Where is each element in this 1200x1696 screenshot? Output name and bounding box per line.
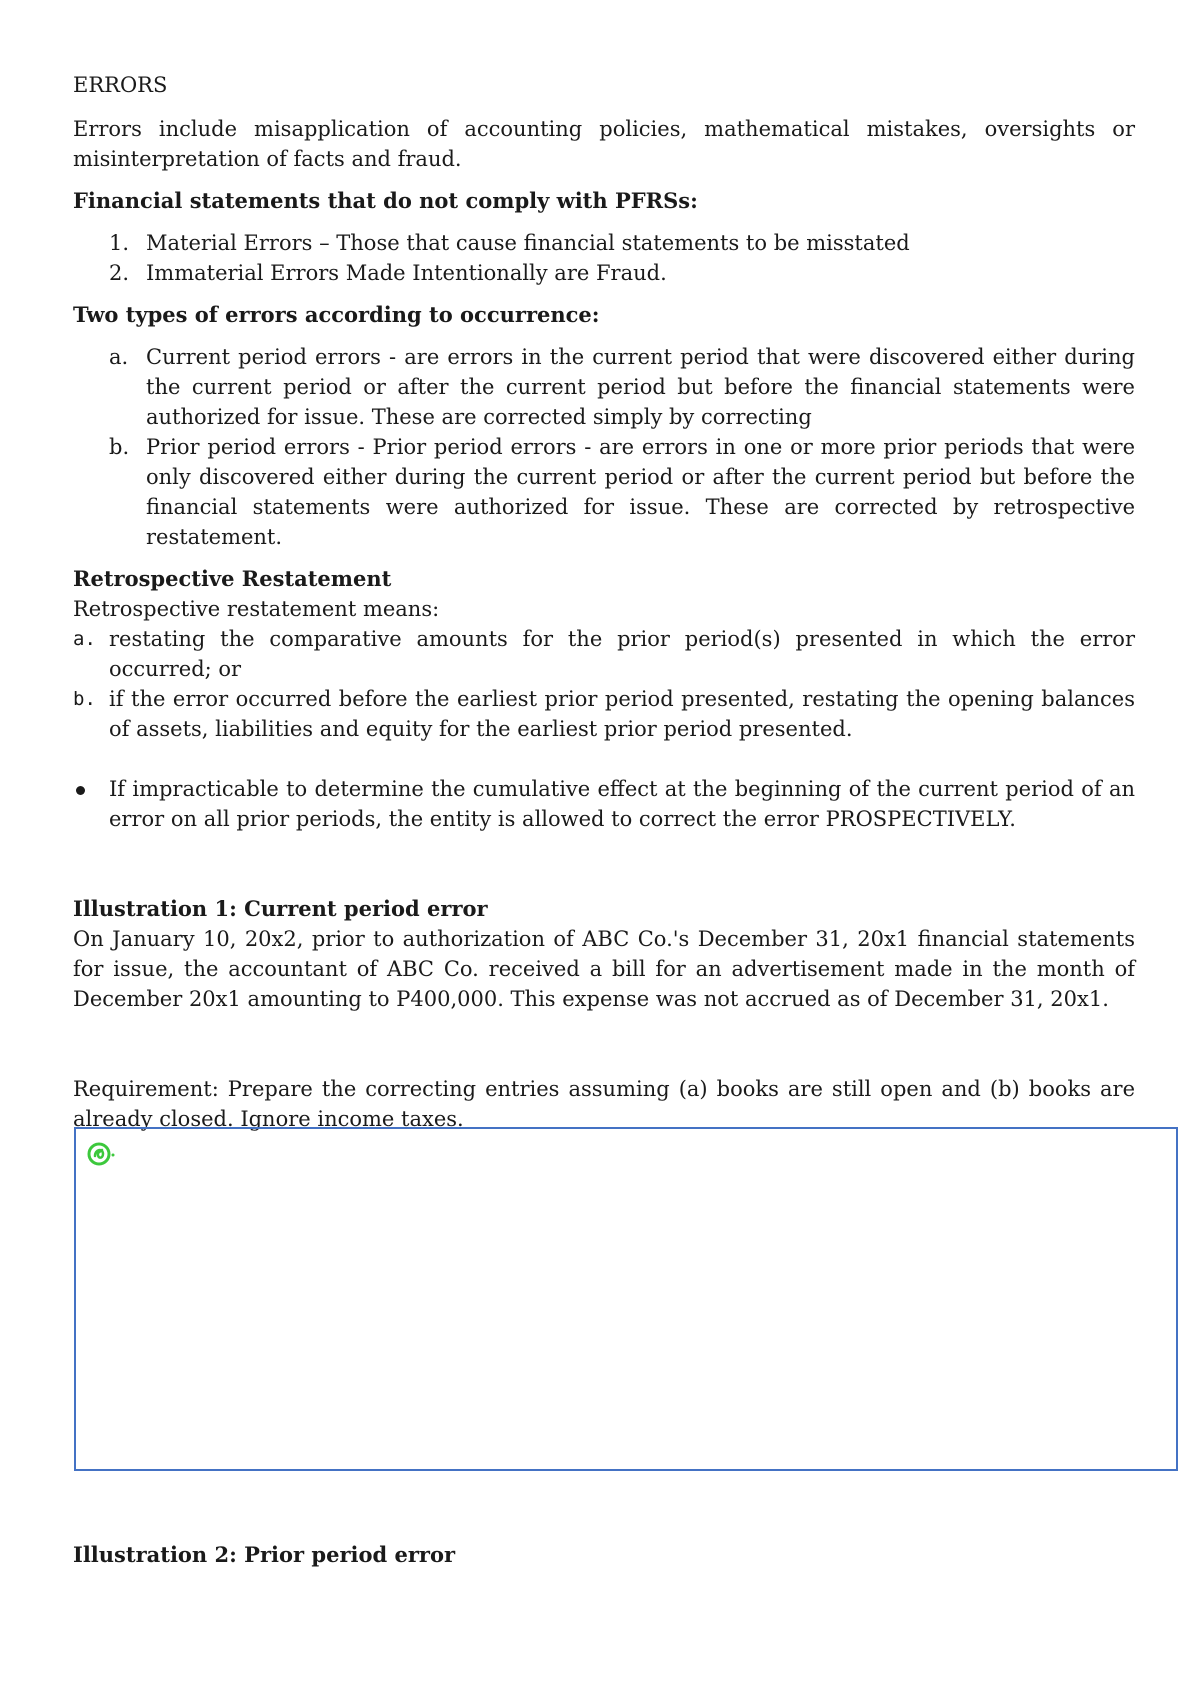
list-item <box>73 624 1135 684</box>
noncompliance-list <box>73 228 1135 288</box>
list-item-text: If impracticable to determine the cumulative effect at the beginning of the current period of an error on all prior periods, the entity is allowed to correct the error PROSPECTIVELY. <box>109 777 1135 831</box>
list-item <box>73 684 1135 744</box>
restatement-heading: Retrospective Restatement <box>73 566 392 591</box>
list-item <box>73 342 1135 432</box>
list-marker: a. <box>73 628 96 650</box>
list-marker: b. <box>109 435 130 459</box>
list-item <box>73 774 1135 834</box>
list-marker: 2. <box>109 261 130 285</box>
document-page <box>73 70 1135 1567</box>
illustration1-body: On January 10, 20x2, prior to authorization of ABC Co.'s December 31, 20x1 financial statements for issue, the accountant of ABC Co. received a bill for an advertisement made in the month of December 20x1 amounting to P400,000. This expense was not accrued as of December 31, 20x1. <box>73 927 1135 1011</box>
intro-paragraph: Errors include misapplication of accounting policies, mathematical mistakes, oversights or misinterpretation of facts and fraud. <box>73 117 1135 171</box>
list-item-text: restating the comparative amounts for the prior period(s) presented in which the error occurred; or <box>109 627 1135 681</box>
restatement-list <box>73 624 1135 744</box>
list-item-text: Immaterial Errors Made Intentionally are Fraud. <box>146 261 667 285</box>
types-list <box>73 342 1135 552</box>
list-marker: a. <box>109 345 129 369</box>
list-item-text: Material Errors – Those that cause financial statements to be misstated <box>146 231 910 255</box>
list-item <box>73 432 1135 552</box>
green-scribble-icon <box>86 1139 116 1169</box>
noncompliance-heading: Financial statements that do not comply with PFRSs: <box>73 188 698 213</box>
page-title: ERRORS <box>73 73 168 97</box>
list-item-text: if the error occurred before the earliest prior period presented, restating the opening balances of assets, liabilities and equity for the earliest prior period presented. <box>109 687 1135 741</box>
illustration2-heading: Illustration 2: Prior period error <box>73 1542 456 1567</box>
list-item-text: Prior period errors - Prior period errors - are errors in one or more prior periods that were only discovered either during the current period or after the current period but before the financial statements were authorized for issue. These are corrected by retrospective restatement. <box>146 435 1135 549</box>
illustration1-requirement: Requirement: Prepare the correcting entries assuming (a) books are still open and (b) books are already closed. Ignore income taxes. <box>73 1077 1135 1131</box>
illustration1-heading: Illustration 1: Current period error <box>73 896 488 921</box>
list-item <box>73 228 1135 258</box>
list-item-text: Current period errors - are errors in the current period that were discovered either during the current period or after the current period but before the financial statements were authorized for issue. These are corrected simply by correcting <box>146 345 1135 429</box>
impracticable-bullet-list <box>73 774 1135 834</box>
list-item <box>73 258 1135 288</box>
list-marker: 1. <box>109 231 130 255</box>
bullet-icon <box>76 786 85 795</box>
list-marker: b. <box>73 688 96 710</box>
restatement-lead: Retrospective restatement means: <box>73 597 440 621</box>
answer-box[interactable] <box>74 1127 1178 1471</box>
types-heading: Two types of errors according to occurrence: <box>73 302 600 327</box>
